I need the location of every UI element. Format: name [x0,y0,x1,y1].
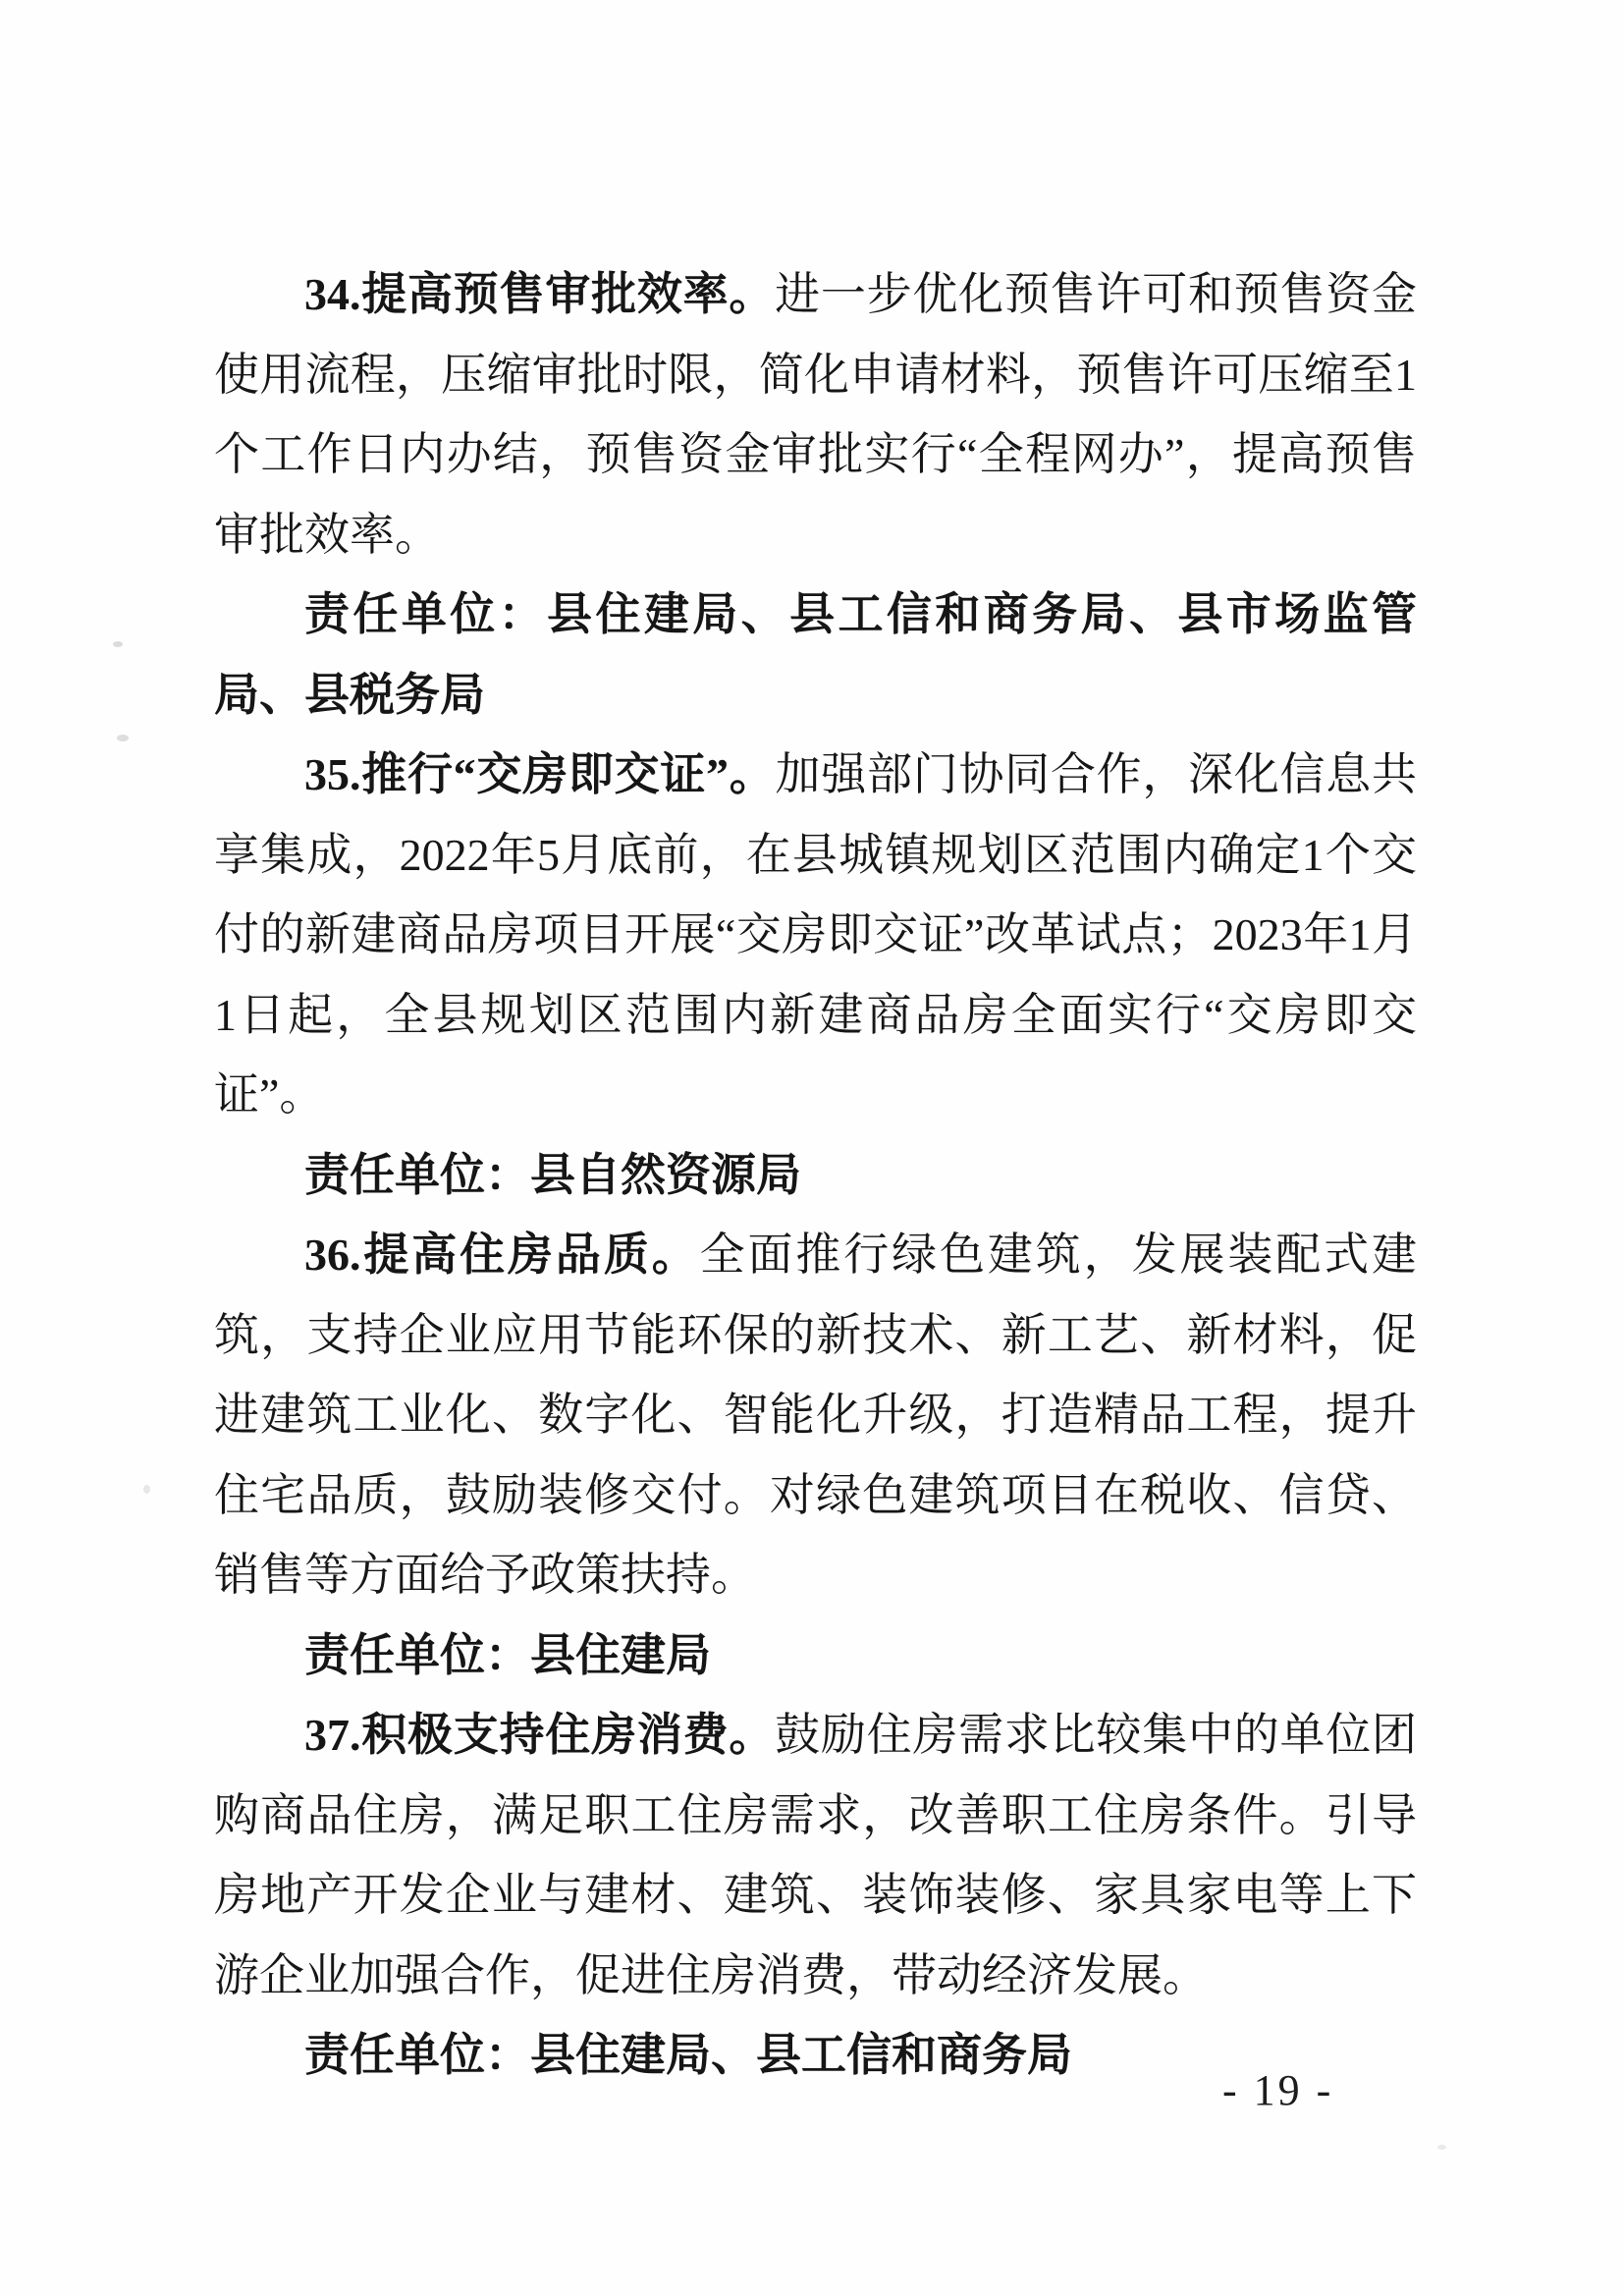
responsible-unit-35-label: 责任单位：县自然资源局 [304,1149,801,1200]
paragraph-item-34 [214,254,1417,574]
scan-artifact [117,735,129,741]
scan-artifact [143,1485,150,1494]
item-34-heading: 34.提高预售审批效率。 [304,269,776,319]
paragraph-item-35 [214,735,1417,1135]
item-37-text: 鼓励住房需求比较集中的单位团购商品住房，满足职工住房需求，改善职工住房条件。引导房地产开发企业与建材、建筑、装饰装修、家具家电等上下游企业加强合作，促进住房消费，带动经济发展。 [214,1710,1418,2000]
item-36-heading: 36.提高住房品质。 [304,1230,700,1280]
document-body [214,254,1417,2096]
item-36-text: 全面推行绿色建筑，发展装配式建筑，支持企业应用节能环保的新技术、新工艺、新材料，促进建筑工业化、数字化、智能化升级，打造精品工程，提升住宅品质，鼓励装修交付。对绿色建筑项目在税收、信贷、销售等方面给予政策扶持。 [214,1230,1418,1600]
item-35-text: 加强部门协同合作，深化信息共享集成，2022年5月底前，在县城镇规划区范围内确定1个交付的新建商品房项目开展“交房即交证”改革试点；2023年1月1日起，全县规划区范围内新建商品房全面实行“交房即交证”。 [214,749,1418,1120]
paragraph-responsible-unit-35 [214,1135,1417,1216]
responsible-unit-36-label: 责任单位：县住建局 [304,1629,711,1680]
page-number: - 19 - [1222,2066,1334,2114]
scan-artifact [1437,2145,1446,2150]
item-37-heading: 37.积极支持住房消费。 [304,1710,776,1760]
paragraph-responsible-unit-34 [214,574,1417,735]
paragraph-item-36 [214,1215,1417,1615]
responsible-unit-37-label: 责任单位：县住建局、县工信和商务局 [304,2030,1072,2080]
paragraph-responsible-unit-36 [214,1615,1417,1696]
scan-artifact [113,641,123,647]
paragraph-item-37 [214,1695,1417,2015]
responsible-unit-34-label: 责任单位：县住建局、县工信和商务局、县市场监管局、县税务局 [214,589,1417,720]
item-35-heading: 35.推行“交房即交证”。 [304,749,776,799]
item-34-text: 进一步优化预售许可和预售资金使用流程，压缩审批时限，简化申请材料，预售许可压缩至1个工作日内办结，预售资金审批实行“全程网办”，提高预售审批效率。 [214,269,1418,560]
